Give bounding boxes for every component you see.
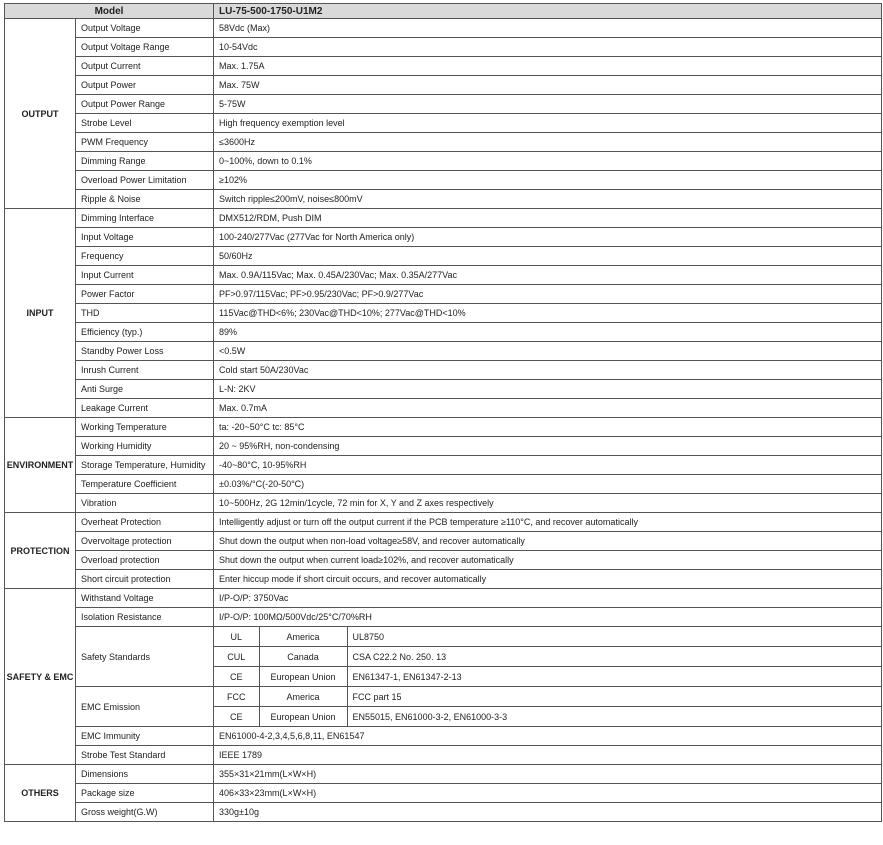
spec-row (5, 513, 882, 532)
param-value: 0~100%, down to 0.1% (214, 152, 882, 171)
param-value: 100-240/277Vac (277Vac for North America only) (214, 228, 882, 247)
param-value: Enter hiccup mode if short circuit occurs, and recover automatically (214, 570, 882, 589)
param-value: 10-54Vdc (214, 38, 882, 57)
param-value: PF>0.97/115Vac; PF>0.95/230Vac; PF>0.9/277Vac (214, 285, 882, 304)
spec-row (5, 608, 882, 627)
standard-row (214, 687, 882, 707)
standard-mark: FCC (214, 687, 259, 707)
param-value: EN61000-4-2,3,4,5,6,8,11, EN61547 (214, 727, 882, 746)
param-value: I/P-O/P: 100MΩ/500Vdc/25°C/70%RH (214, 608, 882, 627)
param-label: EMC Emission (76, 687, 214, 727)
section-protection: PROTECTION (5, 513, 76, 589)
spec-row (5, 247, 882, 266)
spec-row (5, 323, 882, 342)
spec-row (5, 494, 882, 513)
param-label: Output Voltage (76, 19, 214, 38)
param-value: ≤3600Hz (214, 133, 882, 152)
section-output: OUTPUT (5, 19, 76, 209)
spec-row (5, 437, 882, 456)
param-label: Working Temperature (76, 418, 214, 437)
section-environment: ENVIRONMENT (5, 418, 76, 513)
standard-spec: FCC part 15 (347, 687, 882, 707)
param-label: Inrush Current (76, 361, 214, 380)
param-label: Isolation Resistance (76, 608, 214, 627)
standard-region: European Union (259, 707, 347, 727)
param-value: DMX512/RDM, Push DIM (214, 209, 882, 228)
spec-table (4, 3, 882, 822)
param-label: Anti Surge (76, 380, 214, 399)
param-value: ≥102% (214, 171, 882, 190)
param-label: Dimming Range (76, 152, 214, 171)
spec-row (5, 95, 882, 114)
emc-emission-table (214, 687, 882, 726)
param-value: Switch ripple≤200mV, noise≤800mV (214, 190, 882, 209)
param-value: 58Vdc (Max) (214, 19, 882, 38)
spec-row (5, 687, 882, 727)
param-label: Dimensions (76, 765, 214, 784)
standard-mark: CUL (214, 647, 259, 667)
spec-row (5, 133, 882, 152)
param-value: 20 ~ 95%RH, non-condensing (214, 437, 882, 456)
param-value: 330g±10g (214, 803, 882, 822)
param-label: Strobe Test Standard (76, 746, 214, 765)
param-label: Withstand Voltage (76, 589, 214, 608)
param-value: ±0.03%/°C(-20-50°C) (214, 475, 882, 494)
standard-region: European Union (259, 667, 347, 687)
param-label: Overload Power Limitation (76, 171, 214, 190)
spec-row (5, 266, 882, 285)
param-value: High frequency exemption level (214, 114, 882, 133)
standard-region: Canada (259, 647, 347, 667)
standard-mark: UL (214, 627, 259, 647)
param-value: Shut down the output when current load≥102%, and recover automatically (214, 551, 882, 570)
param-value: ta: -20~50°C tc: 85°C (214, 418, 882, 437)
param-label: Power Factor (76, 285, 214, 304)
spec-row (5, 532, 882, 551)
param-label: Working Humidity (76, 437, 214, 456)
param-label: Leakage Current (76, 399, 214, 418)
param-label: Input Voltage (76, 228, 214, 247)
spec-row (5, 746, 882, 765)
spec-row (5, 399, 882, 418)
param-label: Vibration (76, 494, 214, 513)
spec-row (5, 456, 882, 475)
spec-row (5, 38, 882, 57)
param-value: Max. 0.7mA (214, 399, 882, 418)
param-value: 89% (214, 323, 882, 342)
emc-emission (214, 687, 882, 727)
param-value: Max. 0.9A/115Vac; Max. 0.45A/230Vac; Max. 0.35A/277Vac (214, 266, 882, 285)
param-value: L-N: 2KV (214, 380, 882, 399)
param-label: Safety Standards (76, 627, 214, 687)
spec-row (5, 19, 882, 38)
param-label: Input Current (76, 266, 214, 285)
spec-row (5, 304, 882, 323)
spec-row (5, 209, 882, 228)
spec-row (5, 228, 882, 247)
param-value: I/P-O/P: 3750Vac (214, 589, 882, 608)
param-label: Gross weight(G.W) (76, 803, 214, 822)
spec-row (5, 152, 882, 171)
safety-standards (214, 627, 882, 687)
spec-row (5, 765, 882, 784)
standard-region: America (259, 627, 347, 647)
spec-row (5, 784, 882, 803)
param-label: Ripple & Noise (76, 190, 214, 209)
param-value: 5-75W (214, 95, 882, 114)
param-label: Strobe Level (76, 114, 214, 133)
param-label: THD (76, 304, 214, 323)
standard-mark: CE (214, 707, 259, 727)
param-label: Output Power Range (76, 95, 214, 114)
section-others: OTHERS (5, 765, 76, 822)
param-label: Overload protection (76, 551, 214, 570)
standard-spec: EN61347-1, EN61347-2-13 (352, 671, 462, 682)
param-label: Package size (76, 784, 214, 803)
spec-row (5, 285, 882, 304)
model-label: Model (5, 4, 214, 19)
param-label: PWM Frequency (76, 133, 214, 152)
param-value: -40~80°C, 10-95%RH (214, 456, 882, 475)
header-row (5, 4, 882, 19)
param-label: Output Current (76, 57, 214, 76)
param-label: Output Voltage Range (76, 38, 214, 57)
standard-spec: EN55015, EN61000-3-2, EN61000-3-3 (352, 711, 508, 722)
spec-row (5, 171, 882, 190)
standard-spec: UL8750 (347, 627, 882, 647)
param-value: 115Vac@THD<6%; 230Vac@THD<10%; 277Vac@THD<10% (214, 304, 882, 323)
param-value: 50/60Hz (214, 247, 882, 266)
spec-row (5, 589, 882, 608)
spec-row (5, 361, 882, 380)
param-value: Max. 1.75A (214, 57, 882, 76)
safety-standards-table (214, 627, 882, 686)
param-value: Shut down the output when non-load voltage≥58V, and recover automatically (214, 532, 882, 551)
param-label: Short circuit protection (76, 570, 214, 589)
standard-row (214, 667, 882, 687)
standard-row (214, 627, 882, 647)
spec-row (5, 57, 882, 76)
standard-mark: CE (214, 667, 259, 687)
param-label: EMC Immunity (76, 727, 214, 746)
param-label: Storage Temperature, Humidity (76, 456, 214, 475)
param-label: Standby Power Loss (76, 342, 214, 361)
param-label: Efficiency (typ.) (76, 323, 214, 342)
param-value: Intelligently adjust or turn off the output current if the PCB temperature ≥110°C, and recover automatically (214, 513, 882, 532)
section-input: INPUT (5, 209, 76, 418)
param-label: Temperature Coefficient (76, 475, 214, 494)
model-value: LU-75-500-1750-U1M2 (214, 4, 882, 19)
param-value: <0.5W (214, 342, 882, 361)
param-label: Dimming Interface (76, 209, 214, 228)
spec-row (5, 551, 882, 570)
spec-row (5, 627, 882, 687)
spec-row (5, 342, 882, 361)
param-label: Overvoltage protection (76, 532, 214, 551)
spec-row (5, 418, 882, 437)
param-value: Max. 75W (214, 76, 882, 95)
spec-row (5, 727, 882, 746)
spec-row (5, 76, 882, 95)
param-label: Overheat Protection (76, 513, 214, 532)
spec-row (5, 114, 882, 133)
spec-row (5, 570, 882, 589)
param-value: Cold start 50A/230Vac (214, 361, 882, 380)
section-safety-emc: SAFETY & EMC (5, 589, 76, 765)
standard-region: America (259, 687, 347, 707)
spec-row (5, 190, 882, 209)
standard-spec: CSA C22.2 No. 250. 13 (347, 647, 882, 667)
standard-row (214, 647, 882, 667)
standard-row (214, 707, 882, 727)
param-value: 355×31×21mm(L×W×H) (214, 765, 882, 784)
param-value: IEEE 1789 (214, 746, 882, 765)
spec-row (5, 380, 882, 399)
spec-row (5, 475, 882, 494)
spec-row (5, 803, 882, 822)
param-value: 406×33×23mm(L×W×H) (214, 784, 882, 803)
param-label: Output Power (76, 76, 214, 95)
param-label: Frequency (76, 247, 214, 266)
param-value: 10~500Hz, 2G 12min/1cycle, 72 min for X, Y and Z axes respectively (214, 494, 882, 513)
